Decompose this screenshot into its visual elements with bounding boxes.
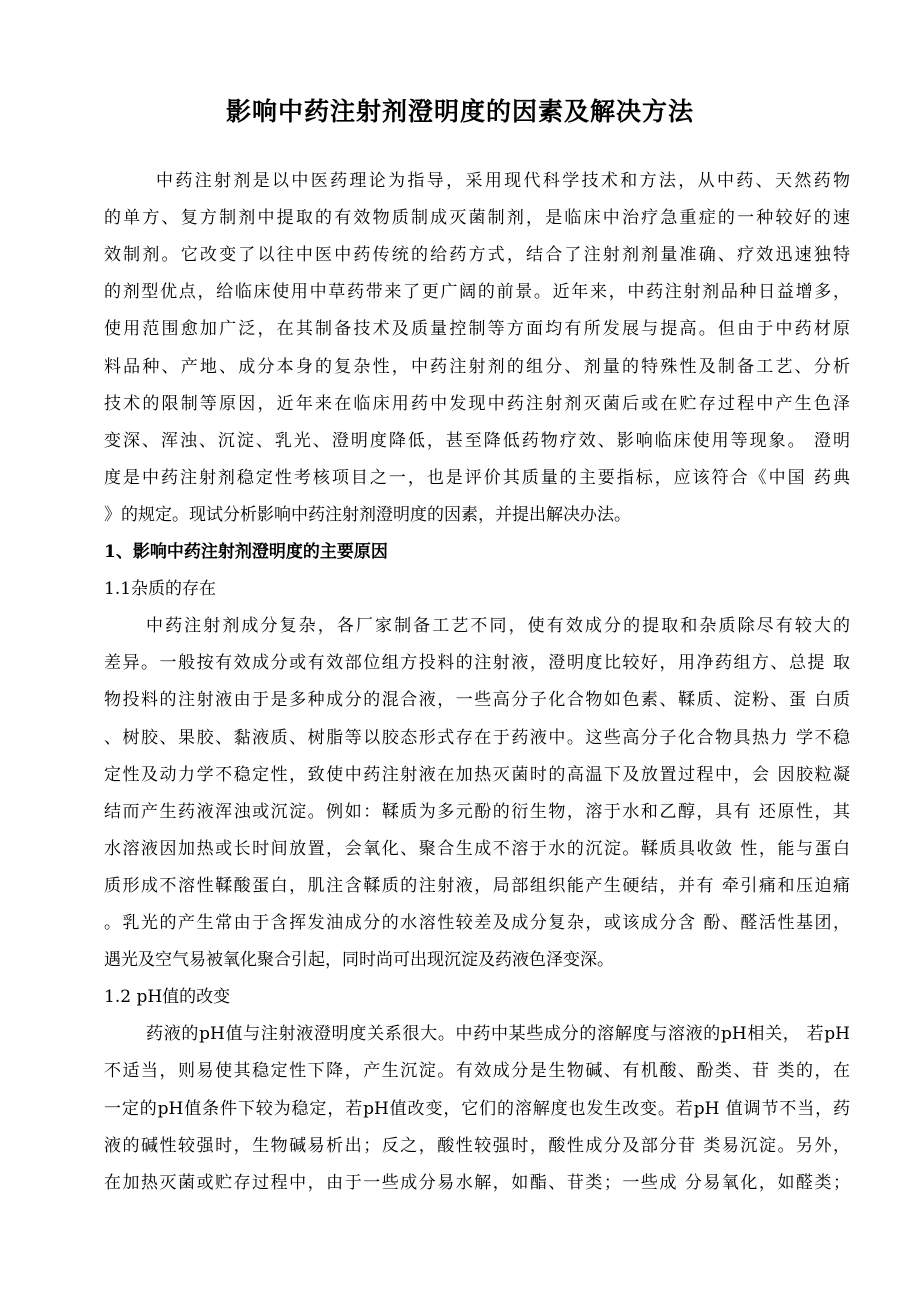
body-text-line: 质形成不溶性鞣酸蛋白，肌注含鞣质的注射液，局部组织能产生硬结，并有 牵引痛和压迫痛: [104, 875, 850, 896]
body-text-line: 遇光及空气易被氧化聚合引起，同时尚可出现沉淀及药液色泽变深。: [104, 950, 614, 971]
section-heading: 1、影响中药注射剂澄明度的主要原因: [104, 542, 388, 562]
body-text-line: 料品种、产地、成分本身的复杂性，中药注射剂的组分、剂量的特殊性及制备工艺、分析: [104, 356, 850, 377]
body-text-line: 不适当，则易使其稳定性下降，产生沉淀。有效成分是生物碱、有机酸、酚类、苷 类的，在: [104, 1061, 850, 1082]
body-text-line: 使用范围愈加广泛，在其制备技术及质量控制等方面均有所发展与提高。但由于中药材原: [104, 319, 850, 340]
body-text-line: 、树胶、果胶、黏液质、树脂等以胶态形式存在于药液中。这些高分子化合物具热力 学不稳: [104, 727, 850, 748]
body-text-line: 药液的pH值与注射液澄明度关系很大。中药中某些成分的溶解度与溶液的pH相关， 若pH: [146, 1024, 850, 1045]
body-text-line: 定性及动力学不稳定性，致使中药注射液在加热灭菌时的高温下及放置过程中，会 因胶粒凝: [104, 764, 850, 785]
body-text-line: 结而产生药液浑浊或沉淀。例如：鞣质为多元酚的衍生物，溶于水和乙醇，具有 还原性，其: [104, 801, 850, 822]
body-text-line: 液的碱性较强时，生物碱易析出；反之，酸性较强时，酸性成分及部分苷 类易沉淀。另外，: [104, 1135, 850, 1156]
body-text-line: 物投料的注射液由于是多种成分的混合液，一些高分子化合物如色素、鞣质、淀粉、蛋 白质: [104, 690, 850, 711]
body-text-line: 中药注射剂成分复杂，各厂家制备工艺不同，使有效成分的提取和杂质除尽有较大的: [146, 616, 850, 637]
body-text-line: 。乳光的产生常由于含挥发油成分的水溶性较差及成分复杂，或该成分含 酚、醛活性基团，: [104, 913, 850, 933]
body-text-line: 中药注射剂是以中医药理论为指导，采用现代科学技术和方法，从中药、天然药物: [156, 171, 850, 191]
body-text-line: 水溶液因加热或长时间放置，会氧化、聚合生成不溶于水的沉淀。鞣质具收敛 性，能与蛋白: [104, 838, 850, 859]
body-text-line: 的单方、复方制剂中提取的有效物质制成灭菌制剂，是临床中治疗急重症的一种较好的速: [104, 208, 850, 229]
body-text-line: 效制剂。它改变了以往中医中药传统的给药方式，结合了注射剂剂量准确、疗效迅速独特: [104, 245, 850, 266]
body-text-line: 一定的pH值条件下较为稳定，若pH值改变，它们的溶解度也发生改变。若pH 值调节不当，药: [104, 1098, 850, 1119]
document-title: 影响中药注射剂澄明度的因素及解决方法: [225, 97, 694, 126]
body-text-line: 在加热灭菌或贮存过程中，由于一些成分易水解，如酯、苷类；一些成 分易氧化，如醛类；: [104, 1172, 850, 1193]
body-text-line: 差异。一般按有效成分或有效部位组方投料的注射液，澄明度比较好，用净药组方、总提 取: [104, 653, 850, 674]
body-text-line: 技术的限制等原因，近年来在临床用药中发现中药注射剂灭菌后或在贮存过程中产生色泽: [104, 393, 850, 414]
subsection-heading: 1.1杂质的存在: [104, 579, 217, 600]
body-text-line: 》的规定。现试分析影响中药注射剂澄明度的因素，并提出解决办法。: [104, 504, 631, 525]
body-text-line: 变深、浑浊、沉淀、乳光、澄明度降低，甚至降低药物疗效、影响临床使用等现象。 澄明: [104, 430, 850, 451]
body-text-line: 的剂型优点，给临床使用中草药带来了更广阔的前景。近年来，中药注射剂品种日益增多，: [104, 282, 850, 303]
subsection-heading: 1.2 pH值的改变: [104, 987, 231, 1008]
body-text-line: 度是中药注射剂稳定性考核项目之一，也是评价其质量的主要指标，应该符合《中国 药典: [104, 467, 850, 488]
